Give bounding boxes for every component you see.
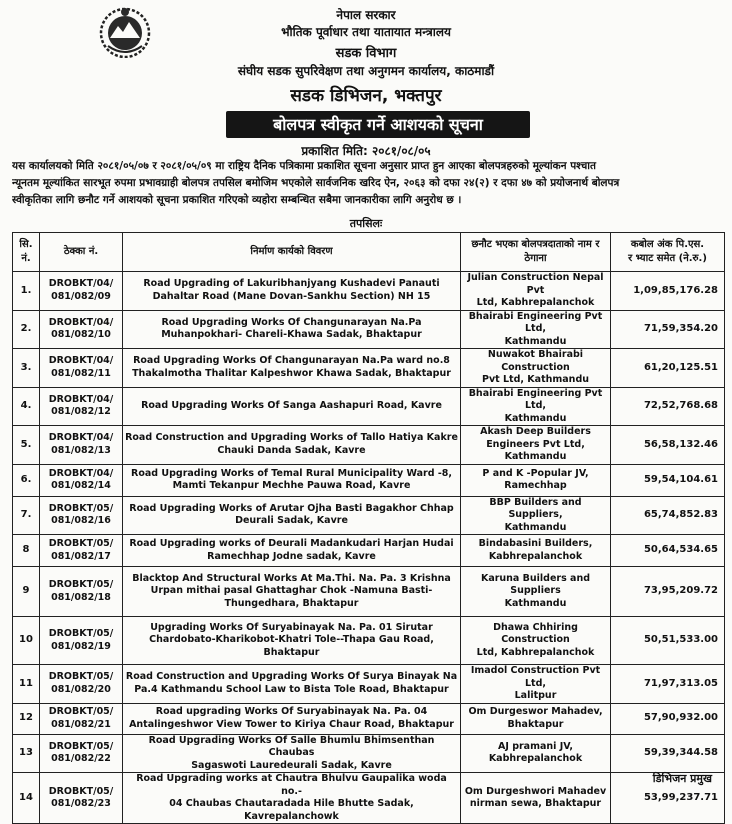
cell-bidder: Om Durgeshwori Mahadev nirman sewa, Bhaktapur bbox=[461, 773, 611, 824]
cell-sn: 4. bbox=[13, 387, 40, 426]
table-row bbox=[13, 310, 725, 349]
cell-contract-no: DROBKT/05/ 081/082/17 bbox=[40, 535, 123, 567]
table-row bbox=[13, 464, 725, 496]
cell-sn: 7. bbox=[13, 496, 40, 535]
header-government: नेपाल सरकार bbox=[336, 8, 396, 22]
cell-bidder: Nuwakot Bhairabi Construction Pvt Ltd, Kathmandu bbox=[461, 349, 611, 388]
cell-contract-no: DROBKT/05/ 081/082/16 bbox=[40, 496, 123, 535]
cell-work-description: Road Upgrading works of Deurali Madankudari Harjan Hudai Ramechhap Jodne sadak, Kavre bbox=[123, 535, 461, 567]
header-contract-no: ठेक्का नं. bbox=[40, 233, 123, 272]
cell-work-description: Road Upgrading works at Chautra Bhulvu Gaupalika woda no.- 04 Chaubas Chautaradada Hile Bhutte Sadak, Kavrepalanchowk bbox=[123, 773, 461, 824]
cell-amount: 71,97,313.05 bbox=[611, 665, 725, 704]
cell-work-description: Road upgrading Works Of Suryabinayak Na. Pa. 04 Antalingeshwor View Tower to Kiriya Chaur Road, Bhaktapur bbox=[123, 703, 461, 734]
cell-bidder: Bindabasini Builders, Kabhrepalanchok bbox=[461, 535, 611, 567]
header-work-description: निर्माण कार्यको विवरण bbox=[123, 233, 461, 272]
cell-sn: 8 bbox=[13, 535, 40, 567]
cell-amount: 50,51,533.00 bbox=[611, 617, 725, 665]
table-row bbox=[13, 734, 725, 773]
table-row bbox=[13, 773, 725, 824]
header-department: सडक विभाग bbox=[335, 46, 397, 61]
cell-contract-no: DROBKT/05/ 081/082/22 bbox=[40, 734, 123, 773]
cell-contract-no: DROBKT/05/ 081/082/20 bbox=[40, 665, 123, 704]
cell-contract-no: DROBKT/04/ 081/082/13 bbox=[40, 426, 123, 465]
cell-bidder: Om Durgeswor Mahadev, Bhaktapur bbox=[461, 703, 611, 734]
cell-bidder: Karuna Builders and Suppliers Kathmandu bbox=[461, 567, 611, 617]
cell-sn: 6. bbox=[13, 464, 40, 496]
cell-sn: 1. bbox=[13, 272, 40, 311]
bid-acceptance-table bbox=[12, 232, 725, 824]
cell-amount: 50,64,534.65 bbox=[611, 535, 725, 567]
cell-sn: 11 bbox=[13, 665, 40, 704]
table-row bbox=[13, 567, 725, 617]
cell-amount: 71,59,354.20 bbox=[611, 310, 725, 349]
cell-work-description: Upgrading Works Of Suryabinayak Na. Pa. 01 Sirutar Chardobato-Kharikobot-Khatri Tole--Thapa Gau Road, Bhaktapur bbox=[123, 617, 461, 665]
cell-sn: 14 bbox=[13, 773, 40, 824]
cell-work-description: Road Upgrading Works of Temal Rural Municipality Ward -8, Mamti Tekanpur Mechhe Pauwa Road, Kavre bbox=[123, 464, 461, 496]
division-chief-signature: डिभिजन प्रमुख bbox=[652, 772, 712, 785]
cell-work-description: Road Upgrading Works Of Changunarayan Na.Pa ward no.8 Thakalmotha Thalitar Kalpeshwor Khawa Sadak, Bhaktapur bbox=[123, 349, 461, 388]
cell-bidder: Dhawa Chhiring Construction Ltd, Kabhrepalanchok bbox=[461, 617, 611, 665]
header-bidder: छनौट भएका बोलपत्रदाताको नाम र ठेगाना bbox=[461, 233, 611, 272]
cell-bidder: Bhairabi Engineering Pvt Ltd, Kathmandu bbox=[461, 387, 611, 426]
cell-work-description: Road Upgrading Works Of Changunarayan Na.Pa Muhanpokhari- Chareli-Khawa Sadak, Bhaktapur bbox=[123, 310, 461, 349]
cell-work-description: Road Construction and Upgrading Works of Tallo Hatiya Kakre Chauki Danda Sadak, Kavre bbox=[123, 426, 461, 465]
table-row bbox=[13, 426, 725, 465]
table-row bbox=[13, 387, 725, 426]
cell-amount: 73,95,209.72 bbox=[611, 567, 725, 617]
cell-amount: 59,54,104.61 bbox=[611, 464, 725, 496]
cell-work-description: Road Upgrading of Lakuribhanjyang Kushadevi Panauti Dahaltar Road (Mane Dovan-Sankhu Section) NH 15 bbox=[123, 272, 461, 311]
table-row bbox=[13, 535, 725, 567]
cell-contract-no: DROBKT/05/ 081/082/21 bbox=[40, 703, 123, 734]
cell-contract-no: DROBKT/04/ 081/082/12 bbox=[40, 387, 123, 426]
cell-bidder: Akash Deep Builders Engineers Pvt Ltd, Kathmandu bbox=[461, 426, 611, 465]
cell-contract-no: DROBKT/05/ 081/082/23 bbox=[40, 773, 123, 824]
table-header-row bbox=[13, 233, 725, 272]
cell-work-description: Blacktop And Structural Works At Ma.Thi. Na. Pa. 3 Krishna Urpan mithai pasal Ghattaghar Chok -Namuna Basti- Thungedhara, Bhaktapur bbox=[123, 567, 461, 617]
intro-line: यस कार्यालयको मिति २०८१/०५/०७ र २०८१/०५/०९ मा राष्ट्रिय दैनिक पत्रिकामा प्रकाशित सूचना अनुसार प्राप्त हुन आएका बोलपत्रहरुको मूल्यांकन पश्चात bbox=[12, 160, 596, 172]
header-ministry: भौतिक पूर्वाधार तथा यातायात मन्त्रालय bbox=[281, 25, 451, 39]
cell-contract-no: DROBKT/05/ 081/082/19 bbox=[40, 617, 123, 665]
cell-bidder: AJ pramani JV, Kabhrepalanchok bbox=[461, 734, 611, 773]
cell-amount: 53,99,237.71 bbox=[611, 773, 725, 824]
table-row bbox=[13, 665, 725, 704]
cell-contract-no: DROBKT/05/ 081/082/18 bbox=[40, 567, 123, 617]
cell-amount: 72,52,768.68 bbox=[611, 387, 725, 426]
cell-bidder: Bhairabi Engineering Pvt Ltd, Kathmandu bbox=[461, 310, 611, 349]
cell-amount: 61,20,125.51 bbox=[611, 349, 725, 388]
header-amount: कबोल अंक पि.एस. र भ्याट समेत (ने.रु.) bbox=[611, 233, 725, 272]
table-row bbox=[13, 703, 725, 734]
cell-bidder: Imadol Construction Pvt Ltd, Lalitpur bbox=[461, 665, 611, 704]
cell-work-description: Road Upgrading Works Of Sanga Aashapuri Road, Kavre bbox=[123, 387, 461, 426]
table-row bbox=[13, 496, 725, 535]
cell-contract-no: DROBKT/04/ 081/082/10 bbox=[40, 310, 123, 349]
table-row bbox=[13, 617, 725, 665]
table-heading: तपसिलः bbox=[349, 217, 383, 230]
intro-paragraph bbox=[12, 158, 724, 209]
cell-work-description: Road Construction and Upgrading Works Of Surya Binayak Na Pa.4 Kathmandu School Law to Bista Tole Road, Bhaktapur bbox=[123, 665, 461, 704]
intro-line: न्यूनतम मूल्यांकित सारभूत रुपमा प्रभावग्राही बोलपत्र तपसिल बमोजिम भएकोले सार्वजनिक खरिद ऐन, २०६३ को दफा २४(२) र दफा ४७ को प्रयोजनार्थ बोलपत्र bbox=[12, 177, 620, 189]
published-date: प्रकाशित मिति: २०८१/०८/०५ bbox=[301, 144, 431, 158]
cell-contract-no: DROBKT/04/ 081/082/09 bbox=[40, 272, 123, 311]
cell-amount: 59,39,344.58 bbox=[611, 734, 725, 773]
cell-bidder: BBP Builders and Suppliers, Kathmandu bbox=[461, 496, 611, 535]
header-sn: सि. नं. bbox=[13, 233, 40, 272]
cell-contract-no: DROBKT/04/ 081/082/14 bbox=[40, 464, 123, 496]
cell-sn: 12 bbox=[13, 703, 40, 734]
table-row bbox=[13, 272, 725, 311]
cell-amount: 65,74,852.83 bbox=[611, 496, 725, 535]
cell-sn: 2. bbox=[13, 310, 40, 349]
intro-line: स्वीकृतिका लागि छनौट गर्ने आशयको सूचना प्रकाशित गरिएको व्यहोरा सम्बन्धित सबैमा जानकारीका लागि अनुरोध छ । bbox=[12, 194, 462, 206]
cell-sn: 9 bbox=[13, 567, 40, 617]
cell-contract-no: DROBKT/04/ 081/082/11 bbox=[40, 349, 123, 388]
header-office: संघीय सडक सुपरिवेक्षण तथा अनुगमन कार्यालय, काठमाडौं bbox=[237, 64, 495, 78]
cell-sn: 5. bbox=[13, 426, 40, 465]
cell-amount: 1,09,85,176.28 bbox=[611, 272, 725, 311]
notice-title: बोलपत्र स्वीकृत गर्ने आशयको सूचना bbox=[226, 111, 530, 138]
header-division: सडक डिभिजन, भक्तपुर bbox=[290, 86, 442, 106]
cell-work-description: Road Upgrading Works of Arutar Ojha Basti Bagakhor Chhap Deurali Sadak, Kavre bbox=[123, 496, 461, 535]
cell-amount: 57,90,932.00 bbox=[611, 703, 725, 734]
table-row bbox=[13, 349, 725, 388]
cell-sn: 10 bbox=[13, 617, 40, 665]
cell-sn: 13 bbox=[13, 734, 40, 773]
cell-bidder: P and K -Popular JV, Ramechhap bbox=[461, 464, 611, 496]
cell-bidder: Julian Construction Nepal Pvt Ltd, Kabhrepalanchok bbox=[461, 272, 611, 311]
cell-work-description: Road Upgrading Works Of Salle Bhumlu Bhimsenthan Chaubas Sagaswoti Lauredeurali Sadak, Kavre bbox=[123, 734, 461, 773]
cell-sn: 3. bbox=[13, 349, 40, 388]
cell-amount: 56,58,132.46 bbox=[611, 426, 725, 465]
